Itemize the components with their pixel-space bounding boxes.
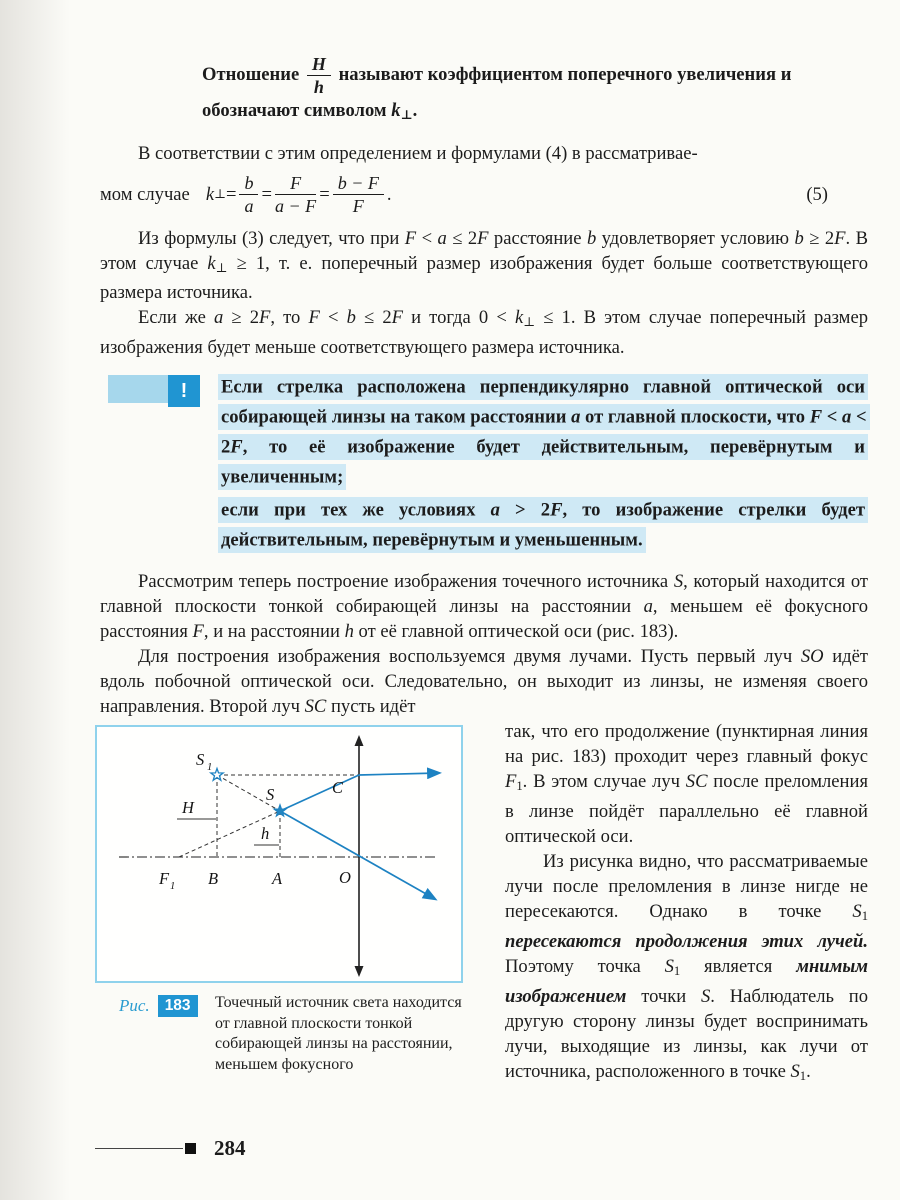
text-segment: SC <box>685 771 708 793</box>
text-segment: = <box>225 184 237 206</box>
text-segment: . Наблюдатель по другую сторону линзы будет воспринимать лучи, выходящие из линзы, как лучи от источника, расположенного в точке <box>505 985 868 1082</box>
text-segment: F <box>505 771 517 793</box>
text-segment: 1 <box>799 1068 807 1083</box>
text-segment: ≥ 2 <box>803 227 835 249</box>
text-segment: Если же <box>138 307 214 329</box>
text-segment: < <box>319 307 347 329</box>
fraction: $\frac{F}{a - F}$ <box>274 173 317 217</box>
text-segment: a <box>437 227 447 249</box>
label-s1: S <box>196 750 205 770</box>
key-statement-box <box>100 372 868 555</box>
text-segment: . <box>386 184 392 206</box>
text-segment: F <box>308 307 320 329</box>
text-segment: b <box>586 227 597 249</box>
paragraph-6a <box>100 644 868 719</box>
text-segment: , и на расстоянии <box>203 621 345 643</box>
equation-number: (5) <box>806 184 828 206</box>
text-segment: Для построения изображения воспользуемся двумя лучами. Пусть первый луч <box>138 646 801 668</box>
equation-prefix: мом случае <box>100 184 190 206</box>
text-segment: идёт вдоль побочной оптической оси. Следовательно, он выходит из линзы, не изменяя своего направления. Второй луч <box>100 646 868 718</box>
text-segment: если при тех же условиях <box>221 499 491 521</box>
text-segment: k <box>205 184 215 206</box>
label-c: C <box>332 778 344 798</box>
fraction: $\frac{H}{h}$ <box>307 54 331 97</box>
callout-item <box>218 495 868 555</box>
text-segment: ≤ 1. В этом случае поперечный размер изображения будет меньше соответствующего размера источника. <box>100 307 868 359</box>
text-segment: . В этом случае <box>100 227 868 274</box>
text-segment: < <box>822 406 842 428</box>
text-segment: называют коэффициентом поперечного увеличения и обозначают символом <box>202 63 792 122</box>
label-H: H <box>182 798 194 818</box>
text-segment: после преломления в линзе пойдёт параллельно её главной оптической оси. <box>505 771 868 847</box>
text-segment: ⊥ <box>214 187 226 202</box>
text-segment: Рассмотрим теперь построение изображения точечного источника <box>138 571 674 593</box>
text-segment: Отношение <box>202 63 304 85</box>
text-segment: ⊥ <box>215 260 228 275</box>
text-segment: b <box>346 307 356 329</box>
label-b: B <box>208 869 219 889</box>
exclamation-icon <box>108 375 200 407</box>
figure-frame <box>95 725 463 983</box>
text-segment: . В этом случае луч <box>522 771 686 793</box>
label-a: A <box>272 869 283 889</box>
text-segment: SC <box>304 696 327 718</box>
text-segment: b <box>794 227 804 249</box>
exclamation-mark: ! <box>168 375 200 407</box>
text-segment: мнимым изображением <box>505 955 868 1007</box>
text-segment: Из рисунка видно, что рассматриваемые лучи после преломления в линзе нигде не пересекаются. Однако в точке <box>505 850 868 922</box>
text-segment: пересекаются продолжения этих лучей. <box>505 930 868 952</box>
ray-s-through-o <box>280 811 435 899</box>
text-segment: расстояние <box>488 227 587 249</box>
text-segment: F <box>404 227 417 249</box>
text-segment: SO <box>800 646 824 668</box>
text-segment: , который находится от главной плоскости тонкой собирающей линзы на расстоянии <box>100 571 868 618</box>
label-f1: F <box>159 869 170 889</box>
text-segment: . <box>412 100 418 122</box>
text-segment: пусть идёт <box>326 696 416 718</box>
paragraph-definition <box>202 54 868 129</box>
footer-square-icon <box>185 1143 196 1154</box>
text-segment: F <box>230 436 243 458</box>
text-segment: ≥ 2 <box>223 307 260 329</box>
page-number: 284 <box>214 1136 246 1160</box>
page-content <box>100 54 868 1165</box>
text-segment: , то <box>270 307 309 329</box>
text-segment: так, что его продолжение (пунктирная линия на рис. 183) проходит через главный фокус <box>505 721 868 768</box>
text-segment: < <box>416 227 438 249</box>
label-s: S <box>266 785 275 805</box>
text-segment: удовлетворяет условию <box>596 227 795 249</box>
label-h: h <box>261 824 270 844</box>
text-segment: F <box>809 406 823 428</box>
text-segment: S <box>664 955 674 977</box>
text-segment: F <box>259 307 271 329</box>
text-segment: , то изображение стрелки будет действительным, перевёрнутым и уменьшенным. <box>221 499 865 551</box>
figure-label <box>95 993 215 1018</box>
text-segment: S <box>790 1060 800 1082</box>
text-segment: Если стрелка расположена перпендикулярно главной оптической оси собирающей линзы на таком расстоянии <box>221 376 865 428</box>
paragraph-3 <box>100 226 868 306</box>
text-segment: 1 <box>673 963 681 978</box>
text-segment: ⊥ <box>523 315 536 330</box>
text-segment: F <box>477 227 489 249</box>
figure-caption <box>95 993 463 1075</box>
text-segment: от её главной оптической оси (рис. 183). <box>353 621 679 643</box>
figure-label-ris: Рис. <box>119 996 150 1016</box>
text-segment: ≥ 1, т. е. поперечный размер изображения будет больше соответствующего размера источника. <box>100 252 868 304</box>
text-segment: F <box>192 621 204 643</box>
text-segment: Из формулы (3) следует, что при <box>138 227 405 249</box>
footer-rule <box>95 1148 183 1150</box>
label-f1-sub: 1 <box>170 881 176 893</box>
text-segment: k <box>207 252 216 274</box>
text-segment: ⊥ <box>400 108 413 123</box>
page-footer <box>95 1136 246 1161</box>
callout-item <box>218 372 868 492</box>
text-segment: 1 <box>516 778 523 793</box>
lens-arrow-top <box>355 735 364 746</box>
figure-183 <box>95 725 463 1075</box>
text-segment: , меньшем её фокусного расстояния <box>100 596 868 643</box>
text-segment: F <box>550 499 563 521</box>
text-segment: S <box>701 985 711 1007</box>
figure-caption-text: Точечный источник света находится от главной плоскости тонкой собирающей линзы на расстоянии, меньшем фокусного <box>215 994 462 1073</box>
paragraph-4 <box>100 305 868 360</box>
equation-row <box>100 173 868 216</box>
paragraph-5 <box>100 569 868 644</box>
text-segment: a <box>490 499 500 521</box>
label-s1-sub: 1 <box>207 762 213 774</box>
text-segment: F <box>391 307 403 329</box>
text-segment: от главной плоскости, что <box>580 406 810 428</box>
paragraph-formula-intro: В соответствии с этим определением и формулами (4) в рассматривае- <box>138 143 698 165</box>
text-segment: k <box>391 100 401 122</box>
text-segment: S <box>852 900 862 922</box>
text-segment: a <box>571 406 581 428</box>
text-segment: 1 <box>861 908 868 923</box>
fraction: $\frac{b}{a}$ <box>239 173 258 216</box>
text-segment: ≤ 2 <box>355 307 392 329</box>
text-segment: является <box>680 955 797 977</box>
icon-strip <box>108 375 168 403</box>
fraction: $\frac{b - F}{F}$ <box>333 173 384 216</box>
equation-5 <box>206 173 392 216</box>
highlighted-text <box>218 497 868 553</box>
lens-arrow-bottom <box>355 966 364 977</box>
text-segment: F <box>834 227 846 249</box>
lens-diagram <box>97 727 461 981</box>
text-segment: a <box>213 307 224 329</box>
label-o: O <box>339 868 351 888</box>
text-segment: ≤ 2 <box>446 227 478 249</box>
text-segment: = <box>261 184 272 206</box>
text-segment: h <box>344 621 354 643</box>
text-segment: , то её изображение будет действительным, перевёрнутым и увеличенным; <box>221 436 865 488</box>
text-segment: . <box>806 1060 811 1082</box>
text-segment: k <box>514 307 524 329</box>
highlighted-text <box>218 374 870 490</box>
text-segment: > 2 <box>499 499 551 521</box>
ray-refracted-parallel <box>359 773 439 775</box>
text-segment: = <box>319 184 330 206</box>
figure-number-badge: 183 <box>158 995 198 1017</box>
text-segment: точки <box>626 985 701 1007</box>
text-segment: Поэтому точка <box>505 955 665 977</box>
text-segment: и тогда 0 < <box>402 307 515 329</box>
text-segment: < 2 <box>221 406 867 458</box>
text-segment: a <box>643 596 653 618</box>
ray-s-to-c <box>280 775 359 811</box>
text-segment: S <box>673 571 684 593</box>
text-segment: a <box>842 406 852 428</box>
